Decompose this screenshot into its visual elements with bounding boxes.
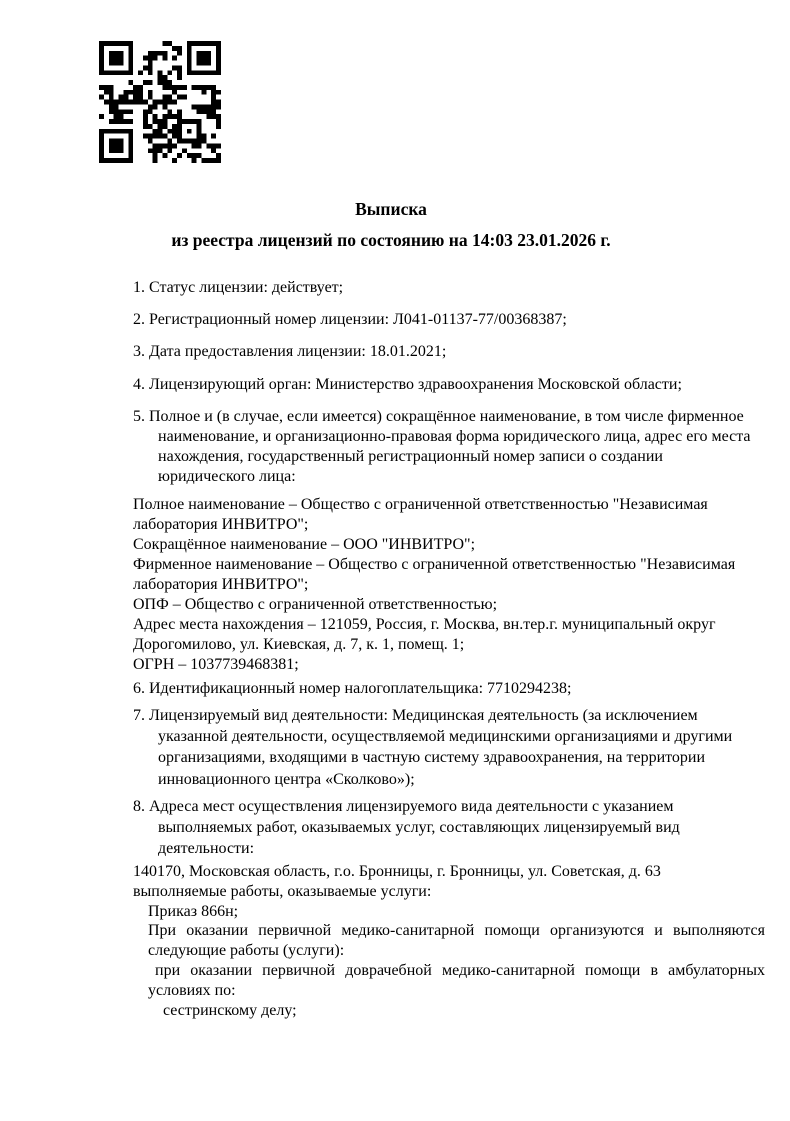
item7-line: организациями, входящими в частную систему здравоохранения, на территории: [158, 749, 706, 767]
item5-line: нахождения, государственный регистрационный номер записи о создании: [158, 448, 663, 466]
document-subtitle: из реестра лицензий по состоянию на 14:03 23.01.2026 г.: [171, 230, 611, 250]
nursing-service-line: сестринскому делу;: [163, 1001, 297, 1019]
primary-care-line: При оказании первичной медико-санитарной помощи организуются и выполняются: [148, 922, 765, 940]
activity-address-block: [133, 862, 765, 1020]
organization-details: [133, 495, 765, 675]
item8-line: 8. Адреса мест осуществления лицензируемого вида деятельности с указанием: [133, 798, 674, 816]
pre-medical-care-line: при оказании первичной доврачебной медико-санитарной помощи в амбулаторных: [155, 962, 765, 979]
document-body: [133, 278, 765, 1020]
order-866n-line: Приказ 866н;: [148, 902, 239, 920]
license-reg-number-line: 2. Регистрационный номер лицензии: Л041-01137-77/00368387;: [133, 311, 567, 329]
primary-care-line: следующие работы (услуги):: [148, 942, 345, 960]
org-address-line: Дорогомилово, ул. Киевская, д. 7, к. 1, помещ. 1;: [133, 635, 465, 653]
taxpayer-id-line: 6. Идентификационный номер налогоплательщика: 7710294238;: [133, 679, 572, 697]
item5-line: наименование, и организационно-правовая форма юридического лица, адрес его места: [158, 428, 751, 446]
item7-line: указанной деятельности, осуществляемой медицинскими организациями и другими: [158, 728, 733, 746]
document-header: [0, 200, 782, 250]
item5-paragraph: [133, 407, 765, 488]
org-brand-name-line: Фирменное наименование – Общество с ограниченной ответственностью "Независимая: [133, 555, 736, 573]
item8-line: выполняемых работ, оказываемых услуг, составляющих лицензируемый вид: [158, 819, 680, 837]
org-brand-name-line: лаборатория ИНВИТРО";: [133, 575, 309, 593]
item8-paragraph: [133, 796, 765, 859]
work-address-line: 140170, Московская область, г.о. Бронницы, г. Бронницы, ул. Советская, д. 63: [133, 863, 661, 881]
org-short-name-line: Сокращённое наименование – ООО "ИНВИТРО";: [133, 535, 476, 553]
org-full-name-line: лаборатория ИНВИТРО";: [133, 515, 309, 533]
org-legal-form-line: ОПФ – Общество с ограниченной ответственностью;: [133, 595, 498, 613]
item7-paragraph: [133, 705, 765, 790]
works-services-label: выполняемые работы, оказываемые услуги:: [133, 882, 432, 900]
org-full-name-line: Полное наименование – Общество с ограниченной ответственностью "Независимая: [133, 495, 708, 513]
pre-medical-care-line: условиях по:: [148, 981, 236, 999]
item5-line: 5. Полное и (в случае, если имеется) сокращённое наименование, в том числе фирменное: [133, 407, 744, 425]
org-address-line: Адрес места нахождения – 121059, Россия, г. Москва, вн.тер.г. муниципальный округ: [133, 615, 716, 633]
document-title: Выписка: [355, 199, 427, 219]
license-grant-date-line: 3. Дата предоставления лицензии: 18.01.2021;: [133, 343, 447, 361]
item7-line: инновационного центра «Сколково»);: [158, 770, 415, 788]
qr-code-image: [99, 41, 221, 163]
org-ogrn-line: ОГРН – 1037739468381;: [133, 655, 299, 673]
item5-line: юридического лица:: [158, 468, 296, 486]
item8-line: деятельности:: [158, 840, 255, 858]
item7-line: 7. Лицензируемый вид деятельности: Медицинская деятельность (за исключением: [133, 706, 698, 724]
licensing-authority-line: 4. Лицензирующий орган: Министерство здравоохранения Московской области;: [133, 375, 682, 393]
license-status-line: 1. Статус лицензии: действует;: [133, 279, 344, 296]
